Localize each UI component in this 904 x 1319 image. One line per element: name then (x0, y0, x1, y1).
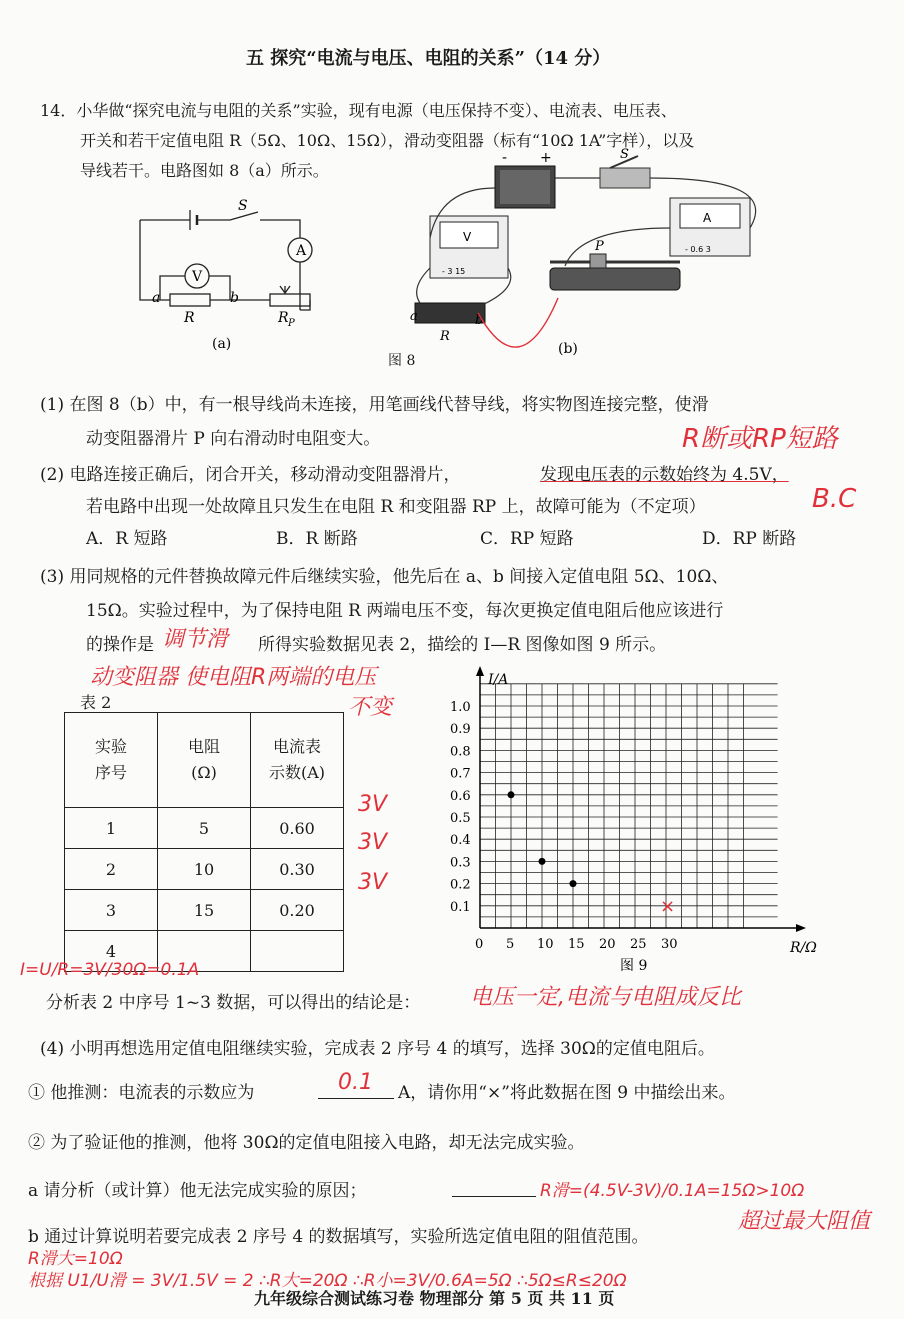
p2-option-b: B．R 断路 (276, 529, 358, 549)
cell-trial: 2 (65, 849, 158, 890)
p3-conclusion-prompt: 分析表 2 中序号 1~3 数据，可以得出的结论是： (46, 993, 421, 1013)
p4-line4: a 请分析（或计算）他无法完成实验的原因； (28, 1181, 367, 1201)
node-a-label: a (152, 290, 161, 306)
cell-current: 0.60 (251, 808, 344, 849)
table2-title: 表 2 (80, 693, 112, 712)
cell-resistance: 5 (158, 808, 251, 849)
handwritten-x-mark: × (660, 895, 676, 917)
p2-option-d: D．RP 断路 (702, 529, 797, 549)
p1-line2: 动变阻器滑片 P 向右滑动时电阻变大。 (86, 429, 381, 449)
header-current (251, 713, 344, 808)
y-tick-label: 0.2 (450, 877, 471, 893)
cell-current: 0.20 (251, 890, 344, 931)
q14-line1: 14．小华做“探究电流与电阻的关系”实验，现有电源（电压保持不变）、电流表、电压表、 (40, 101, 677, 120)
chart-x-axis-label: R/Ω (790, 940, 817, 956)
y-tick-label: 0.6 (450, 788, 471, 804)
p3-line1: (3) 用同规格的元件替换故障元件后继续实验，他先后在 a、b 间接入定值电阻 5Ω、10Ω、 (40, 567, 729, 587)
x-tick-label: 5 (506, 937, 515, 952)
p4-line1: (4) 小明再想选用定值电阻继续实验，完成表 2 序号 4 的填写，选择 30Ω的定值电阻后。 (40, 1039, 715, 1059)
x-tick-label: 10 (537, 937, 554, 952)
cell-trial: 1 (65, 808, 158, 849)
x-tick-label: 0 (475, 937, 484, 952)
hw-v2: 3V (358, 830, 388, 855)
p2-line2: 若电路中出现一处故障且只发生在电阻 R 和变阻器 RP 上，故障可能为（不定项） (86, 497, 706, 517)
p4-blank-line (318, 1098, 394, 1099)
p4-line5: b 通过计算说明若要完成表 2 序号 4 的数据填写，实验所选定值电阻的阻值范围。 (28, 1227, 649, 1247)
header-resistance-text: 电阻 (Ω) (187, 737, 220, 782)
hw-v1: 3V (358, 792, 388, 817)
p3-line3b: 所得实验数据见表 2，描绘的 I—R 图像如图 9 所示。 (258, 635, 667, 655)
cell-resistance: 15 (158, 890, 251, 931)
apparatus-photo-b (400, 148, 820, 368)
p4-line2a: ① 他推测：电流表的示数应为 (28, 1083, 255, 1103)
q14-line2: 开关和若干定值电阻 R（5Ω、10Ω、15Ω），滑动变阻器（标有“10Ω 1A”字样），以及 (80, 131, 695, 150)
data-table (64, 712, 344, 972)
cell-current (251, 931, 344, 972)
hw-p2-answer: B.C (812, 484, 857, 514)
header-current-text: 电流表 示数(A) (268, 737, 326, 782)
chart-caption: 图 9 (620, 958, 648, 974)
hw-p4-reason2: 超过最大阻值 (738, 1209, 871, 1234)
p4-reason-blank (452, 1196, 536, 1197)
data-point (570, 880, 577, 887)
x-tick-label: 20 (599, 937, 616, 952)
cell-resistance: 10 (158, 849, 251, 890)
p3-line3a: 的操作是 (86, 635, 154, 655)
hw-p4-current: 0.1 (338, 1070, 373, 1095)
y-tick-label: 0.9 (450, 722, 471, 738)
x-tick-label: 15 (568, 937, 585, 952)
resistor-label: R (184, 310, 195, 326)
p2-line1b: 发现电压表的示数始终为 4.5V， (540, 465, 789, 485)
p4-line3: ② 为了验证他的推测，他将 30Ω的定值电阻接入电路，却无法完成实验。 (28, 1133, 585, 1153)
table-row (65, 849, 344, 890)
hw-v3: 3V (358, 870, 388, 895)
voltmeter-photo-label: V (463, 230, 472, 244)
voltmeter-scale: - 3 15 (442, 267, 466, 276)
header-resistance (158, 713, 251, 808)
header-trial (65, 713, 158, 808)
i-r-chart (440, 660, 840, 990)
slider-p-label: P (595, 239, 604, 254)
hw-p1-note: R断或RP短路 (682, 424, 838, 454)
fig8a-caption: (a) (212, 336, 232, 352)
hw-conclusion: 电压一定,电流与电阻成反比 (470, 985, 741, 1010)
circuit-diagram-a (130, 190, 350, 360)
page-footer: 九年级综合测试练习卷 物理部分 第 5 页 共 11 页 (254, 1289, 615, 1308)
hw-p4-b1: R滑大=10Ω (28, 1249, 123, 1269)
voltmeter-symbol-label: V (192, 269, 203, 285)
y-axis-arrow (476, 666, 484, 676)
y-tick-label: 1.0 (450, 700, 471, 715)
hw-p4-b2: 根据 U1/U滑 = 3V/1.5V = 2 ∴R大=20Ω ∴R小=3V/0.6A=5Ω ∴5Ω≤R≤20Ω (28, 1271, 627, 1291)
fig8-caption: 图 8 (388, 353, 416, 369)
switch-photo-label: S (620, 148, 629, 162)
x-tick-label: 25 (630, 937, 647, 952)
fig8b-caption: (b) (558, 341, 578, 357)
chart-y-axis-label: I/A (488, 672, 509, 688)
photo-node-a: a (410, 309, 418, 324)
x-axis-arrow (796, 924, 806, 932)
y-tick-label: 0.3 (450, 855, 471, 871)
y-tick-label: 0.8 (450, 744, 471, 760)
section-title: 五 探究“电流与电压、电阻的关系”（14 分） (246, 48, 611, 69)
table-row (65, 890, 344, 931)
rheostat-subscript: P (288, 318, 295, 329)
data-point (539, 858, 546, 865)
chart-grid (480, 684, 778, 928)
cell-trial: 4 (65, 931, 158, 972)
chart-points (508, 791, 676, 917)
y-tick-label: 0.5 (450, 811, 471, 826)
hw-p3-op1: 调节滑 (162, 627, 229, 652)
photo-resistor-label: R (440, 329, 450, 344)
q14-line3: 导线若干。电路图如 8（a）所示。 (80, 161, 329, 180)
photo-node-b: b (475, 313, 484, 328)
cell-trial: 3 (65, 890, 158, 931)
table-row (65, 808, 344, 849)
cell-current: 0.30 (251, 849, 344, 890)
ammeter-photo-label: A (703, 211, 712, 225)
y-tick-label: 0.1 (450, 899, 471, 915)
header-trial-text: 实验 序号 (94, 737, 127, 782)
p2-option-a: A．R 短路 (86, 529, 168, 549)
p2-line1a: (2) 电路连接正确后，闭合开关，移动滑动变阻器滑片， (40, 465, 461, 485)
hw-p4-reason1: R滑=(4.5V-3V)/0.1A=15Ω>10Ω (540, 1181, 805, 1201)
p3-line2: 15Ω。实验过程中，为了保持电阻 R 两端电压不变，每次更换定值电阻后他应该进行 (86, 601, 724, 621)
p1-line1: (1) 在图 8（b）中，有一根导线尚未连接，用笔画线代替导线，将实物图连接完整，使滑 (40, 395, 709, 415)
hw-p3-op3: 不变 (348, 695, 393, 720)
p2-option-c: C．RP 短路 (480, 529, 574, 549)
battery-minus: - (502, 150, 508, 166)
battery-plus: + (540, 150, 552, 166)
rheostat-label: R (278, 310, 289, 326)
y-tick-label: 0.4 (450, 833, 471, 849)
chart-ticks (450, 700, 678, 952)
node-b-label: b (230, 290, 239, 306)
x-tick-label: 30 (661, 937, 678, 952)
hw-p3-op2: 动变阻器 使电阻R两端的电压 (90, 665, 377, 690)
ammeter-symbol-label: A (296, 243, 307, 259)
ammeter-scale: - 0.6 3 (685, 245, 711, 254)
p4-line2b: A，请你用“×”将此数据在图 9 中描绘出来。 (398, 1083, 736, 1103)
y-tick-label: 0.7 (450, 766, 471, 782)
data-point (508, 791, 515, 798)
switch-label: S (238, 198, 248, 214)
hw-calc1: I=U/R=3V/30Ω=0.1A (20, 960, 200, 980)
